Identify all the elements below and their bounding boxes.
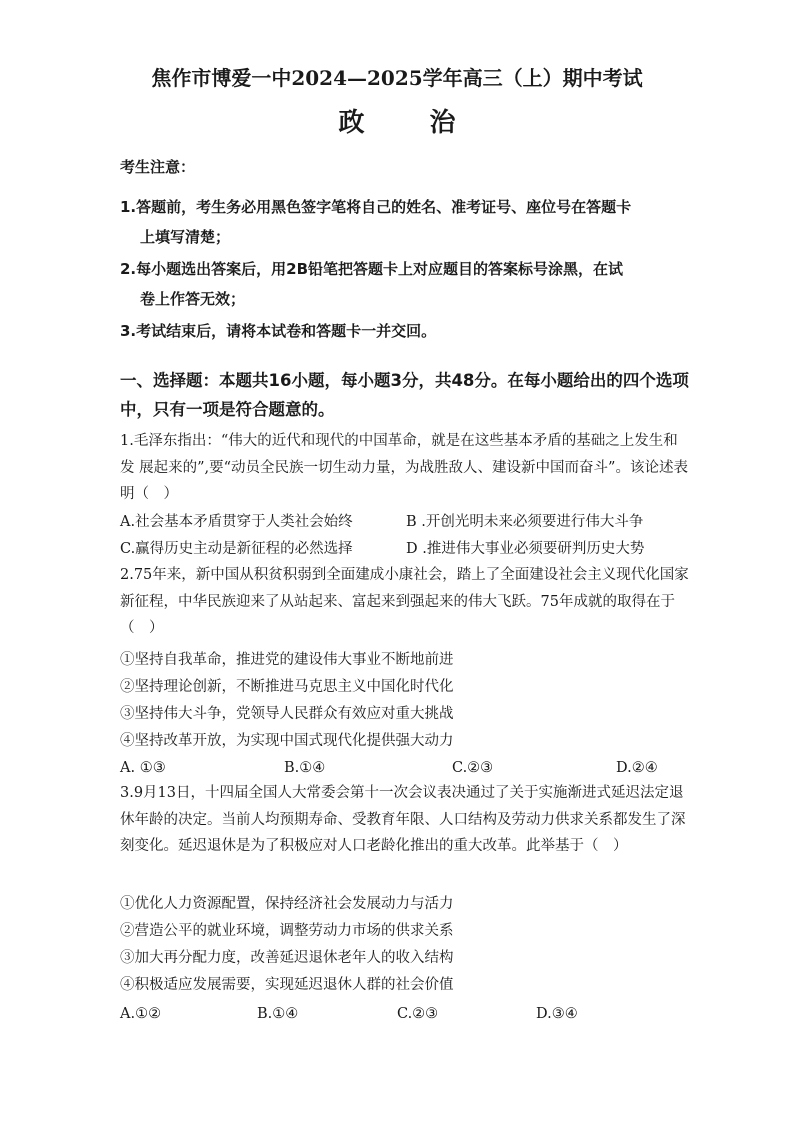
question-1-option-a: A.社会基本矛盾贯穿于人类社会始终	[120, 514, 353, 530]
question-2-stem: 2.75年来，新中国从积贫积弱到全面建成小康社会，踏上了全面建设社会主义现代化国家新征程，中华民族迎来了从站起来、富起来到强起来的伟大飞跃。75年成就的取得在于（ ）	[120, 567, 689, 636]
question-3-option-b: B.①④	[257, 1006, 299, 1022]
notice-item-3-text: 3.考试结束后，请将本试卷和答题卡一并交回。	[120, 322, 437, 340]
question-2-option-a: A. ①③	[120, 760, 166, 776]
exam-title: 焦作市博爱一中2024—2025学年高三（上）期中考试	[151, 66, 643, 90]
question-3-option-d: D.③④	[536, 1006, 578, 1022]
question-3-stem: 3.9月13日，十四届全国人大常委会第十一次会议表决通过了关于实施渐进式延迟法定退休年龄的决定。当前人均预期寿命、受教育年限、人口结构及劳动力供求关系都发生了深刻变化。延迟退休是为了积极应对人口老龄化推出的重大改革。此举基于（ ）	[120, 785, 686, 854]
question-2-statement-4: ④坚持改革开放，为实现中国式现代化提供强大动力	[120, 733, 454, 749]
question-2-option-c: C.②③	[452, 760, 494, 776]
notice-item-2-cont: 卷上作答无效；	[140, 290, 246, 308]
subject-title: 政 治	[338, 108, 484, 138]
question-2-statement-2: ②坚持理论创新，不断推进马克思主义中国化时代化	[120, 679, 454, 695]
notice-item-2-text: 2.每小题选出答案后，用2B铅笔把答题卡上对应题目的答案标号涂黑，在试	[120, 260, 624, 278]
question-2-option-b: B.①④	[284, 760, 326, 776]
question-3-option-c: C.②③	[397, 1006, 439, 1022]
notice-heading: 考生注意：	[120, 158, 196, 176]
question-3-statement-3: ③加大再分配力度，改善延迟退休老年人的收入结构	[120, 950, 454, 966]
question-1-stem: 1.毛泽东指出：“伟大的近代和现代的中国革命，就是在这些基本矛盾的基础之上发生和发 展起来的”,要“动员全民族一切生动力量，为战胜敌人、建设新中国而奋斗”。该论述表明（ ）	[120, 433, 688, 502]
notice-item-1-cont: 上填写清楚；	[140, 228, 231, 246]
question-2-statement-3: ③坚持伟大斗争，党领导人民群众有效应对重大挑战	[120, 706, 454, 722]
question-3-statement-4: ④积极适应发展需要，实现延迟退休人群的社会价值	[120, 977, 454, 993]
question-3-statement-1: ①优化人力资源配置，保持经济社会发展动力与活力	[120, 896, 454, 912]
question-2-statement-1: ①坚持自我革命，推进党的建设伟大事业不断地前进	[120, 652, 454, 668]
notice-item-1	[120, 192, 680, 252]
question-1-option-d: D .推进伟大事业必须要研判历史大势	[406, 541, 645, 557]
notice-item-3	[120, 316, 680, 346]
question-1-option-b: B .开创光明未来必须要进行伟大斗争	[406, 514, 644, 530]
notice-item-2	[120, 254, 680, 314]
question-1-option-c: C.赢得历史主动是新征程的必然选择	[120, 541, 353, 557]
question-2-option-d: D.②④	[616, 760, 658, 776]
notice-item-1-text: 1.答题前，考生务必用黑色签字笔将自己的姓名、准考证号、座位号在答题卡	[120, 198, 632, 216]
section-heading: 一、选择题：本题共16小题，每小题3分，共48分。在每小题给出的四个选项中，只有一项是符合题意的。	[120, 371, 689, 419]
question-3-statement-2: ②营造公平的就业环境，调整劳动力市场的供求关系	[120, 923, 454, 939]
question-3-option-a: A.①②	[120, 1006, 162, 1022]
